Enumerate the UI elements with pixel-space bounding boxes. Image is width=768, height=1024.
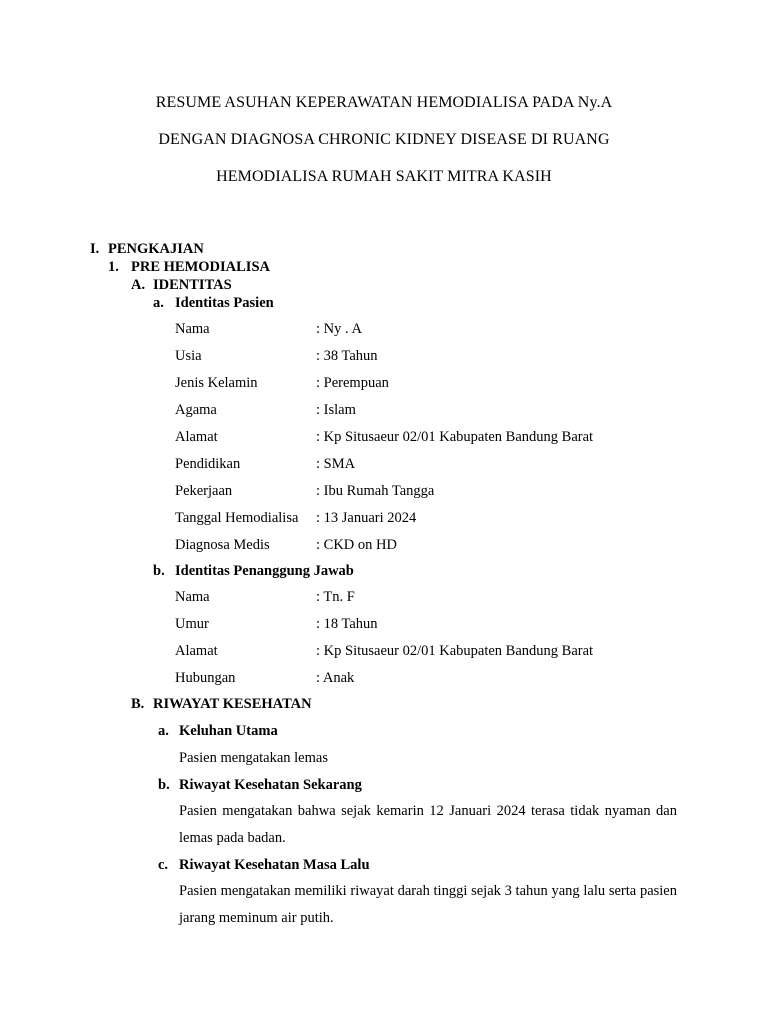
patient-field-row	[175, 321, 675, 341]
guardian-field-row	[175, 643, 675, 663]
subsection-heading-pre-hemodialisa: PRE HEMODIALISA	[131, 259, 270, 275]
field-value: : Perempuan	[316, 375, 389, 391]
field-label: Usia	[175, 348, 202, 364]
field-label: Agama	[175, 402, 217, 418]
patient-field-row	[175, 375, 675, 395]
history-c-letter: c.	[158, 857, 169, 873]
field-value: : Ibu Rumah Tangga	[316, 483, 435, 499]
field-label: Pendidikan	[175, 456, 241, 472]
item-a-letter: a.	[153, 295, 164, 311]
field-value: : 38 Tahun	[316, 348, 378, 364]
field-value: : Kp Situsaeur 02/01 Kabupaten Bandung Barat	[316, 643, 594, 659]
riwayat-sekarang-text: Pasien mengatakan bahwa sejak kemarin 12 Januari 2024 terasa tidak nyaman dan lemas pada badan.	[179, 803, 677, 846]
keluhan-utama-text: Pasien mengatakan lemas	[179, 750, 328, 766]
field-value: : Kp Situsaeur 02/01 Kabupaten Bandung Barat	[316, 429, 594, 445]
section-heading-pengkajian: PENGKAJIAN	[108, 241, 204, 257]
field-label: Tanggal Hemodialisa	[175, 510, 299, 526]
keluhan-utama-heading: Keluhan Utama	[179, 723, 278, 739]
field-value: : 13 Januari 2024	[316, 510, 417, 526]
part-a-heading-identitas: IDENTITAS	[153, 277, 232, 293]
field-label: Jenis Kelamin	[175, 375, 258, 391]
document-title-line-1: RESUME ASUHAN KEPERAWATAN HEMODIALISA PADA Ny.A	[155, 94, 613, 111]
riwayat-masa-lalu-heading: Riwayat Kesehatan Masa Lalu	[179, 857, 370, 873]
field-value: : CKD on HD	[316, 537, 397, 553]
subsection-number: 1.	[108, 259, 119, 275]
document-title-line-3: HEMODIALISA RUMAH SAKIT MITRA KASIH	[216, 168, 552, 185]
patient-field-row	[175, 456, 675, 476]
patient-field-row	[175, 510, 675, 530]
document-title-line-2: DENGAN DIAGNOSA CHRONIC KIDNEY DISEASE DI RUANG	[158, 131, 610, 148]
field-value: : Anak	[316, 670, 355, 686]
history-b-letter: b.	[158, 777, 170, 793]
patient-field-row	[175, 402, 675, 422]
guardian-field-row	[175, 616, 675, 636]
identitas-pasien-heading: Identitas Pasien	[175, 295, 274, 311]
field-value: : Ny . A	[316, 321, 362, 337]
field-label: Hubungan	[175, 670, 236, 686]
identitas-penanggung-jawab-heading: Identitas Penanggung Jawab	[175, 563, 354, 579]
field-value: : Islam	[316, 402, 356, 418]
history-a-letter: a.	[158, 723, 169, 739]
guardian-field-row	[175, 670, 675, 690]
field-value: : Tn. F	[316, 589, 355, 605]
patient-field-row	[175, 537, 675, 557]
riwayat-masa-lalu-text: Pasien mengatakan memiliki riwayat darah tinggi sejak 3 tahun yang lalu serta pasien jarang meminum air putih.	[179, 883, 677, 926]
guardian-field-row	[175, 589, 675, 609]
item-b-letter: b.	[153, 563, 165, 579]
field-value: : 18 Tahun	[316, 616, 378, 632]
field-label: Nama	[175, 321, 210, 337]
field-label: Alamat	[175, 429, 218, 445]
patient-field-row	[175, 348, 675, 368]
field-label: Diagnosa Medis	[175, 537, 270, 553]
field-label: Umur	[175, 616, 209, 632]
field-label: Alamat	[175, 643, 218, 659]
patient-field-row	[175, 429, 675, 449]
riwayat-sekarang-heading: Riwayat Kesehatan Sekarang	[179, 777, 362, 793]
field-value: : SMA	[316, 456, 356, 472]
field-label: Pekerjaan	[175, 483, 233, 499]
part-b-heading-riwayat-kesehatan: RIWAYAT KESEHATAN	[153, 696, 312, 712]
patient-field-row	[175, 483, 675, 503]
part-b-letter: B.	[131, 696, 145, 712]
part-a-letter: A.	[131, 277, 146, 293]
field-label: Nama	[175, 589, 210, 605]
section-number: I.	[90, 241, 100, 257]
